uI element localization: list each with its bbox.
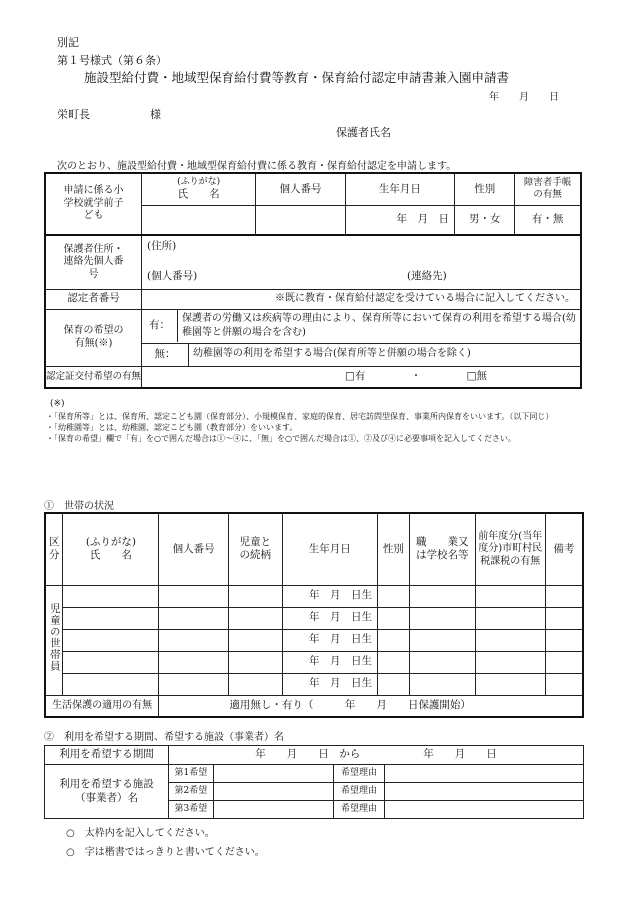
notes-list bbox=[46, 411, 586, 444]
reason-3-label: 希望理由 bbox=[333, 801, 385, 819]
household-individual-no-header: 個人番号 bbox=[159, 513, 228, 585]
tax-header: 前年度分(当年度分)市町村民税課税の有無 bbox=[475, 513, 545, 585]
child-disability-select[interactable]: 有・無 bbox=[515, 205, 581, 235]
household-tax-cell[interactable] bbox=[475, 607, 545, 629]
household-birthdate-cell[interactable]: 年 月 日生 bbox=[282, 651, 377, 673]
household-no-cell[interactable] bbox=[159, 607, 228, 629]
preference-label: 保育の希望の有無(※) bbox=[45, 309, 142, 366]
occupation-header: 職 業又は学校名等 bbox=[409, 513, 475, 585]
child-individual-no-input[interactable] bbox=[256, 205, 346, 235]
choice-1-label: 第1希望 bbox=[168, 765, 213, 783]
child-label: 申請に係る小学校就学前子ども bbox=[45, 173, 142, 235]
welfare-label: 生活保護の適用の有無 bbox=[45, 695, 159, 717]
household-relation-cell[interactable] bbox=[228, 629, 282, 651]
household-relation-cell[interactable] bbox=[228, 585, 282, 607]
no-option[interactable]: 無： bbox=[142, 344, 189, 366]
household-name-cell[interactable] bbox=[63, 607, 159, 629]
household-birthdate-header: 生年月日 bbox=[282, 513, 377, 585]
table-row bbox=[45, 607, 583, 629]
relation-header: 児童との続柄 bbox=[228, 513, 282, 585]
no-description: 幼稚園等の利用を希望する場合(保育所等と併願の場合を除く) bbox=[193, 348, 471, 360]
household-occupation-cell[interactable] bbox=[409, 673, 475, 695]
choice-3-label: 第3希望 bbox=[168, 801, 213, 819]
guardian-label: 保護者住所・連絡先個人番号 bbox=[45, 235, 142, 289]
household-tax-cell[interactable] bbox=[475, 651, 545, 673]
choice-2-input[interactable] bbox=[213, 783, 333, 801]
household-birthdate-cell[interactable]: 年 月 日生 bbox=[282, 673, 377, 695]
guardian-info-input[interactable] bbox=[142, 235, 581, 289]
facility-label: 利用を希望する施設（事業者）名 bbox=[45, 765, 169, 819]
reason-2-input[interactable] bbox=[385, 783, 584, 801]
household-occupation-cell[interactable] bbox=[409, 651, 475, 673]
household-heading: ① 世帯の状況 bbox=[44, 501, 114, 512]
welfare-input[interactable]: 適用無し・有り（ 年 月 日保護開始） bbox=[159, 695, 583, 717]
household-tax-cell[interactable] bbox=[475, 629, 545, 651]
reason-1-label: 希望理由 bbox=[333, 765, 385, 783]
footer-note-2: ○ 字は楷書ではっきりと書いてください。 bbox=[66, 847, 265, 858]
issuance-select[interactable] bbox=[142, 366, 581, 388]
household-remarks-cell[interactable] bbox=[545, 585, 583, 607]
page-title: 施設型給付費・地域型保育給付費等教育・保育給付認定申請書兼入園申請書 bbox=[84, 70, 510, 85]
household-no-cell[interactable] bbox=[159, 651, 228, 673]
period-label: 利用を希望する期間 bbox=[45, 746, 169, 765]
table-row bbox=[45, 585, 583, 607]
household-birthdate-cell[interactable]: 年 月 日生 bbox=[282, 629, 377, 651]
reason-1-input[interactable] bbox=[385, 765, 584, 783]
household-birthdate-cell[interactable]: 年 月 日生 bbox=[282, 585, 377, 607]
household-table bbox=[44, 512, 584, 718]
notes-mark: (※) bbox=[50, 399, 65, 409]
issuance-no[interactable]: □無 bbox=[466, 370, 488, 383]
choice-3-input[interactable] bbox=[213, 801, 333, 819]
table-row bbox=[45, 651, 583, 673]
issuance-separator: ・ bbox=[410, 370, 422, 383]
household-name-header: (ふりがな) 氏 名 bbox=[63, 513, 159, 585]
household-occupation-cell[interactable] bbox=[409, 607, 475, 629]
household-no-cell[interactable] bbox=[159, 585, 228, 607]
addressee: 栄町長 bbox=[57, 108, 90, 121]
gender-header: 性別 bbox=[455, 173, 515, 205]
household-remarks-cell[interactable] bbox=[545, 651, 583, 673]
household-gender-cell[interactable] bbox=[377, 673, 409, 695]
household-gender-cell[interactable] bbox=[377, 629, 409, 651]
application-table bbox=[44, 172, 582, 389]
household-name-cell[interactable] bbox=[63, 651, 159, 673]
facility-heading: ② 利用を希望する期間、希望する施設（事業者）名 bbox=[44, 732, 284, 743]
name-header: (ふりがな) 氏 名 bbox=[142, 173, 256, 205]
guardian-name-label: 保護者氏名 bbox=[336, 126, 391, 139]
household-no-cell[interactable] bbox=[159, 673, 228, 695]
household-name-cell[interactable] bbox=[63, 673, 159, 695]
household-tax-cell[interactable] bbox=[475, 585, 545, 607]
address-label: (住所) bbox=[147, 240, 177, 252]
household-relation-cell[interactable] bbox=[228, 651, 282, 673]
household-tax-cell[interactable] bbox=[475, 673, 545, 695]
birthdate-header: 生年月日 bbox=[345, 173, 454, 205]
household-occupation-cell[interactable] bbox=[409, 629, 475, 651]
household-relation-cell[interactable] bbox=[228, 607, 282, 629]
cert-no-input[interactable]: ※既に教育・保育給付認定を受けている場合に記入してください。 bbox=[142, 289, 581, 309]
issuance-yes[interactable]: □有 bbox=[344, 370, 366, 383]
household-relation-cell[interactable] bbox=[228, 673, 282, 695]
reason-2-label: 希望理由 bbox=[333, 783, 385, 801]
form-number: 第１号様式（第６条） bbox=[57, 54, 167, 67]
intro-text: 次のとおり、施設型給付費・地域型保育給付費に係る教育・保育給付認定を申請します。 bbox=[57, 161, 457, 172]
household-gender-header: 性別 bbox=[377, 513, 409, 585]
household-remarks-cell[interactable] bbox=[545, 629, 583, 651]
child-gender-select[interactable]: 男・女 bbox=[455, 205, 515, 235]
household-remarks-cell[interactable] bbox=[545, 673, 583, 695]
household-birthdate-cell[interactable]: 年 月 日生 bbox=[282, 607, 377, 629]
household-gender-cell[interactable] bbox=[377, 607, 409, 629]
child-name-input[interactable] bbox=[142, 205, 256, 235]
note-item: ・「保育所等」とは、保育所、認定こども園（保育部分）、小規模保育、家庭的保育、居宅訪問型保育、事業所内保育をいいます。（以下同じ） bbox=[46, 412, 554, 421]
individual-no-header: 個人番号 bbox=[256, 173, 346, 205]
contact-label: (連絡先) bbox=[407, 270, 447, 282]
issuance-label: 認定証交付希望の有無 bbox=[45, 366, 142, 388]
remarks-header: 備考 bbox=[545, 513, 583, 585]
preference-no-row[interactable] bbox=[142, 343, 581, 366]
guardian-individual-no-label: (個人番号) bbox=[147, 270, 198, 282]
note-item: ・「保育の希望」欄で「有」を○で囲んだ場合は①～④に、「無」を○で囲んだ場合は①、②及び④に必要事項を記入してください。 bbox=[46, 434, 516, 443]
appendix-label: 別記 bbox=[57, 36, 79, 49]
date-line: 年 月 日 bbox=[489, 92, 559, 103]
yes-option[interactable]: 有： bbox=[142, 310, 178, 342]
child-birthdate-input[interactable]: 年 月 日 bbox=[345, 205, 454, 235]
period-input[interactable]: 年 月 日 から 年 月 日 bbox=[168, 746, 583, 765]
household-group-label: 児童の世帯員 bbox=[45, 585, 63, 695]
choice-2-label: 第2希望 bbox=[168, 783, 213, 801]
reason-3-input[interactable] bbox=[385, 801, 584, 819]
honorific: 様 bbox=[150, 108, 161, 121]
household-occupation-cell[interactable] bbox=[409, 585, 475, 607]
household-name-cell[interactable] bbox=[63, 629, 159, 651]
household-gender-cell[interactable] bbox=[377, 585, 409, 607]
household-name-cell[interactable] bbox=[63, 585, 159, 607]
disability-header: 障害者手帳の有無 bbox=[515, 173, 581, 205]
table-row bbox=[45, 629, 583, 651]
yes-description: 保護者の労働又は疾病等の理由により、保育所等において保育の利用を希望する場合(幼稚園等と併願の場合を含む) bbox=[182, 313, 576, 338]
household-remarks-cell[interactable] bbox=[545, 607, 583, 629]
facility-table bbox=[44, 745, 584, 819]
choice-1-input[interactable] bbox=[213, 765, 333, 783]
household-no-cell[interactable] bbox=[159, 629, 228, 651]
category-header: 区分 bbox=[45, 513, 63, 585]
household-gender-cell[interactable] bbox=[377, 651, 409, 673]
note-item: ・「幼稚園等」とは、幼稚園、認定こども園（教育部分）をいいます。 bbox=[46, 423, 298, 432]
cert-no-label: 認定者番号 bbox=[45, 289, 142, 309]
footer-note-1: ○ 太枠内を記入してください。 bbox=[66, 828, 215, 839]
preference-yes-row[interactable] bbox=[142, 309, 581, 343]
table-row bbox=[45, 673, 583, 695]
